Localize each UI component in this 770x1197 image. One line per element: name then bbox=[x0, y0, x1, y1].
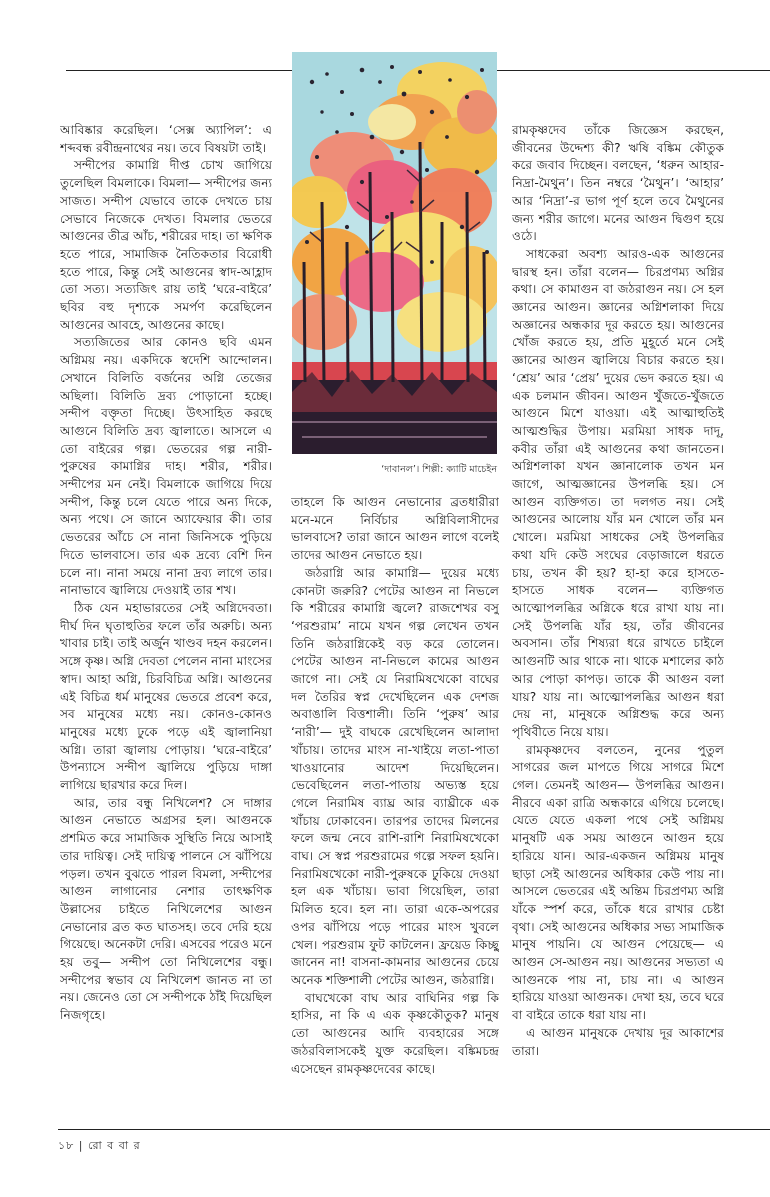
paragraph: রামকৃষ্ণদেব তাঁকে জিজ্ঞেস করছেন, জীবনের উদ্দেশ্য কী? ঋষি বঙ্কিম কৌতুক করে জবাব দিচ্ছেন। বলছেন, ‘ধরুন আহার-নিদ্রা-মৈথুন’। তিন নম্বরে ‘মৈথুন’। ‘আহার’ আর ‘নিদ্রা’-র ভাগ পূর্ণ হলে তবে মৈথুনের জন্য শরীর জাগে। মনের আগুন দ্বিগুণ হয়ে ওঠে। bbox=[512, 123, 724, 244]
paragraph: সত্যজিতের আর কোনও ছবি এমন অগ্নিময় নয়। একদিকে স্বদেশি আন্দোলন। সেখানে বিলিতি বর্জনের অগ্নি তেজের অছিলা। বিলিতি দ্রব্য পোড়ানো হচ্ছে। সন্দীপ বক্তৃতা দিচ্ছে। উৎসাহিত করছে আগুনে বিলিতি দ্রব্য জ্বালাতে। আসলে এ তো বাইরের গল্প। ভেতরের গল্প নারী-পুরুষের কামাগ্নির দাহ। শরীর, শরীর। সন্দীপের মন নেই। বিমলাকে জাগিয়ে দিয়ে সন্দীপ, কিন্তু চলে যেতে পারে অন্য দিকে, অন্য পথে। সে জানে অ্যাফেয়ার কী। তার ভেতরের আঁচে সে নানা জিনিসকে পুড়িয়ে দিতে ভালবাসে। তার এক দ্রব্যে বেশি দিন চলে না। নানা সময়ে নানা দ্রব্য লাগে তার। নানাভাবে জ্বালিয়ে দেওয়াই তার শখ। bbox=[60, 335, 272, 598]
paragraph: এ আগুন মানুষকে দেখায় দূর আকাশের তারা। bbox=[512, 1025, 724, 1058]
painting-image bbox=[292, 52, 497, 454]
column-left bbox=[60, 122, 272, 1112]
paragraph: আর, তার বন্ধু নিখিলেশ? সে দাঙ্গার আগুন নেভাতে অগ্রসর হল। আগুনকে প্রশমিত করে সামাজিক সুস্থিতি নিয়ে আসাই তার দায়িত্ব। সেই দায়িত্ব পালনে সে ঝাঁপিয়ে পড়ল। তখন বুঝতে পারল বিমলা, সন্দীপের আগুন লাগানোর নেশার তাৎক্ষণিক উল্লাসের চাইতে নিখিলেশের আগুন নেভানোর ব্রত কত ঘাতসহ। তবে দেরি হয়ে গিয়েছে। অনেকটা দেরি। এসবের পরেও মনে হয় তবু— সন্দীপ তো নিখিলেশের বন্ধু। সন্দীপের স্বভাব যে নিখিলেশ জানত না তা নয়। জেনেও তো সে সন্দীপকে ঠাঁই দিয়েছিল নিজগৃহে। bbox=[60, 795, 272, 1023]
bottom-rule bbox=[58, 1129, 770, 1130]
paragraph: বাঘখেকো বাঘ আর বাঘিনির গল্প কি হাসির, না কি এ এক কৃষ্ণকৌতুক? মানুষ তো আগুনের আদি ব্যবহারের সঙ্গে জঠরবিলাসকেই যুক্ত করেছিল। বঙ্কিমচন্দ্র এসেছেন রামকৃষ্ণদেবের কাছে। bbox=[291, 990, 499, 1076]
paragraph: ঠিক যেন মহাভারতের সেই অগ্নিদেবতা। দীর্ঘ দিন ঘৃতাহুতির ফলে তাঁর অরুচি। অন্য খাবার চাই। তাই অর্জুন খাণ্ডব দহন করলেন। সঙ্গে কৃষ্ণ। অগ্নি দেবতা পেলেন নানা মাংসের স্বাদ। আহা অগ্নি, চিরবিচিত্র অগ্নি। আগুনের এই বিচিত্র ধর্ম মানুষের ভেতরে প্রবেশ করে, সব মানুষের মধ্যে নয়। কোনও-কোনও মানুষের মধ্যে ঢুকে পড়ে এই জ্বালানিয়া অগ্নি। তারা জ্বালায় পোড়ায়। ‘ঘরে-বাইরে’ উপন্যাসে সন্দীপ জ্বালিয়ে পুড়িয়ে দাঙ্গা লাগিয়ে ছারখার করে দিল। bbox=[60, 600, 272, 793]
paragraph: তাহলে কি আগুন নেভানোর ব্রতধারীরা মনে-মনে নির্বিচার অগ্নিবিলাসীদের ভালবাসে? তারা জানে আগুন লাগে বলেই তাদের আগুন নেভাতে হয়। bbox=[291, 495, 499, 563]
paragraph: রামকৃষ্ণদেব বলতেন, নুনের পুতুল সাগরের জল মাপতে গিয়ে সাগরে মিশে গেল। তেমনই আগুন— উপলব্ধির আগুন। নীরবে একা রাত্রি অন্ধকারে এগিয়ে চলেছে। যেতে যেতে একলা পথে সেই অগ্নিময় মানুষটি এক সময় আগুনে আগুন হয়ে হারিয়ে যান। আর-একজন অগ্নিময় মানুষ ছাড়া সেই আগুনের অধিকার কেউ পায় না। আসলে ভেতরের এই অন্তিম চিরপ্রণম্য অগ্নি যাঁকে স্পর্শ করে, তাঁকে ধরে রাখার চেষ্টা বৃথা। সেই আগুনের অধিকার সভ্য সামাজিক মানুষ পায়নি। যে আগুন পেয়েছে— এ আগুন সে-আগুন নয়। আগুনের সভ্যতা এ আগুনকে পায় না, চায় না। এ আগুন হারিয়ে যাওয়া আগুনক। দেখা হয়, তবে ঘরে বা বাইরে তাকে ধরা যায় না। bbox=[512, 742, 724, 1023]
page-folio: ১৮ | রো ব বা র bbox=[58, 1139, 141, 1152]
paragraph: জঠরাগ্নি আর কামাগ্নি— দুয়ের মধ্যে কোনটা জরুরি? পেটের আগুন না নিভলে কি শরীরের কামাগ্নি জ্বলে? রাজশেখর বসু ‘পরশুরাম’ নামে যখন গল্প লেখেন তখন তিনি জঠরাগ্নিকেই বড় করে তোলেন। পেটের আগুন না-নিভলে কামের আগুন জাগে না। সেই যে নিরামিষখেকো বাঘের দল তৈরির স্বপ্ন দেখেছিলেন এক দেশজ অবাঙালি বিত্তশালী। তিনি ‘পুরুষ’ আর ‘নারী’— দুই বাঘকে রেখেছিলেন আলাদা খাঁচায়। তাদের মাংস না-খাইয়ে লতা-পাতা খাওয়ানোর আদেশ দিয়েছিলেন। ভেবেছিলেন লতা-পাতায় অভ্যস্ত হয়ে গেলে নিরামিষ ব্যাঘ্র আর ব্যাঘ্রীকে এক খাঁচায় ঢোকাবেন। তারপর তাদের মিলনের ফলে জন্ম নেবে রাশি-রাশি নিরামিষখেকো বাঘ। সে স্বপ্ন পরশুরামের গল্পে সফল হয়নি। নিরামিষখেকো নারী-পুরুষকে ঢুকিয়ে দেওয়া হল এক খাঁচায়। ভাবা গিয়েছিল, তারা মিলিত হবে। হল না। তারা একে-অপরের ওপর ঝাঁপিয়ে পড়ে পারের মাংস খুবলে খেল। পরশুরাম ফুট কাটলেন। ফ্রয়েড কিচ্ছু জানেন না! বাসনা-কামনার আগুনের চেয়ে অনেক শক্তিশালী পেটের আগুন, জঠরাগ্নি। bbox=[291, 565, 499, 987]
paragraph: আবিষ্কার করেছিল। ‘সেক্স অ্যাপিল’: এ শব্দবন্ধ রবীন্দ্রনাথের নয়। তবে বিষয়টা তাই। bbox=[60, 123, 272, 155]
paragraph: সাধকেরা অবশ্য আরও-এক আগুনের দ্বারস্থ হন। তাঁরা বলেন— চিরপ্রণম্য অগ্নির কথা। সে কামাগুন বা জঠরাগুন নয়। সে হল জ্ঞানের আগুন। জ্ঞানের অগ্নিশলাকা দিয়ে অজ্ঞানের অন্ধকার দূর করতে হয়। আগুনের খোঁজ করতে হয়, প্রতি মুহূর্তে মনে সেই জ্ঞানের আগুন জ্বালিয়ে বিচার করতে হয়। ‘শ্রেয়’ আর ‘প্রেয়’ দুয়ের ভেদ করতে হয়। এ এক চলমান জীবন। আগুন খুঁজতে-খুঁজতে আগুনে মিশে যাওয়া। এই আত্মাহুতিই আত্মশুদ্ধির উপায়। মরমিয়া সাধক দাদূ, কবীর তাঁরা এই আগুনের কথা জানতেন। অগ্নিশলাকা যখন জ্ঞানালোক তখন মন জাগে, আত্মজ্ঞানের উপলব্ধি হয়। সে আগুন ব্যক্তিগত। তা দলগত নয়। সেই আগুনের আলোয় যাঁর মন খোলে তাঁর মন খোলে। মরমিয়া সাধকের সেই উপলব্ধির কথা যদি কেউ সংঘের বেড়াজালে ধরতে চায়, তখন কী হয়? হা-হা করে হাসতে-হাসতে সাধক বলেন— ব্যক্তিগত আত্মোপলব্ধির অগ্নিকে ধরে রাখা যায় না। সেই উপলব্ধি যাঁর হয়, তাঁর জীবনের অবসান। তাঁর শিষ্যরা ধরে রাখতে চাইলে আগুনটি আর থাকে না। থাকে মশালের কাঠ আর পোড়া কাপড়। তাকে কী আগুন বলা যায়? যায় না। আত্মোপলব্ধির আগুন ধরা দেয় না, মানুষকে অগ্নিশুদ্ধ করে অন্য পৃথিবীতে নিয়ে যায়। bbox=[512, 246, 724, 739]
column-right bbox=[512, 122, 724, 1112]
figure-caption: ‘দাবানল’। শিল্পী: ক্যাটি মাচেইন bbox=[381, 464, 497, 475]
paragraph: সন্দীপের কামাগ্নি দীপ্ত চোখ জাগিয়ে তুলেছিল বিমলাকে। বিমলা— সন্দীপের জন্য সাজত। সন্দীপ যেভাবে তাকে দেখতে চায় সেভাবে নিজেকে দেখত। বিমলার ভেতরে আগুনের তীব্র আঁচ, শরীরের দাহ। তা ক্ষণিক হতে পারে, সামাজিক নৈতিকতার বিরোধী হতে পারে, কিন্তু সেই আগুনের স্বাদ-আহ্লাদ তো সত্য। সত্যজিৎ রায় তাই ‘ঘরে-বাইরে’ ছবির বহু দৃশ্যকে সমর্পণ করেছিলেন আগুনের আবহে, আগুনের কাছে। bbox=[60, 158, 272, 332]
column-middle bbox=[291, 494, 499, 1112]
